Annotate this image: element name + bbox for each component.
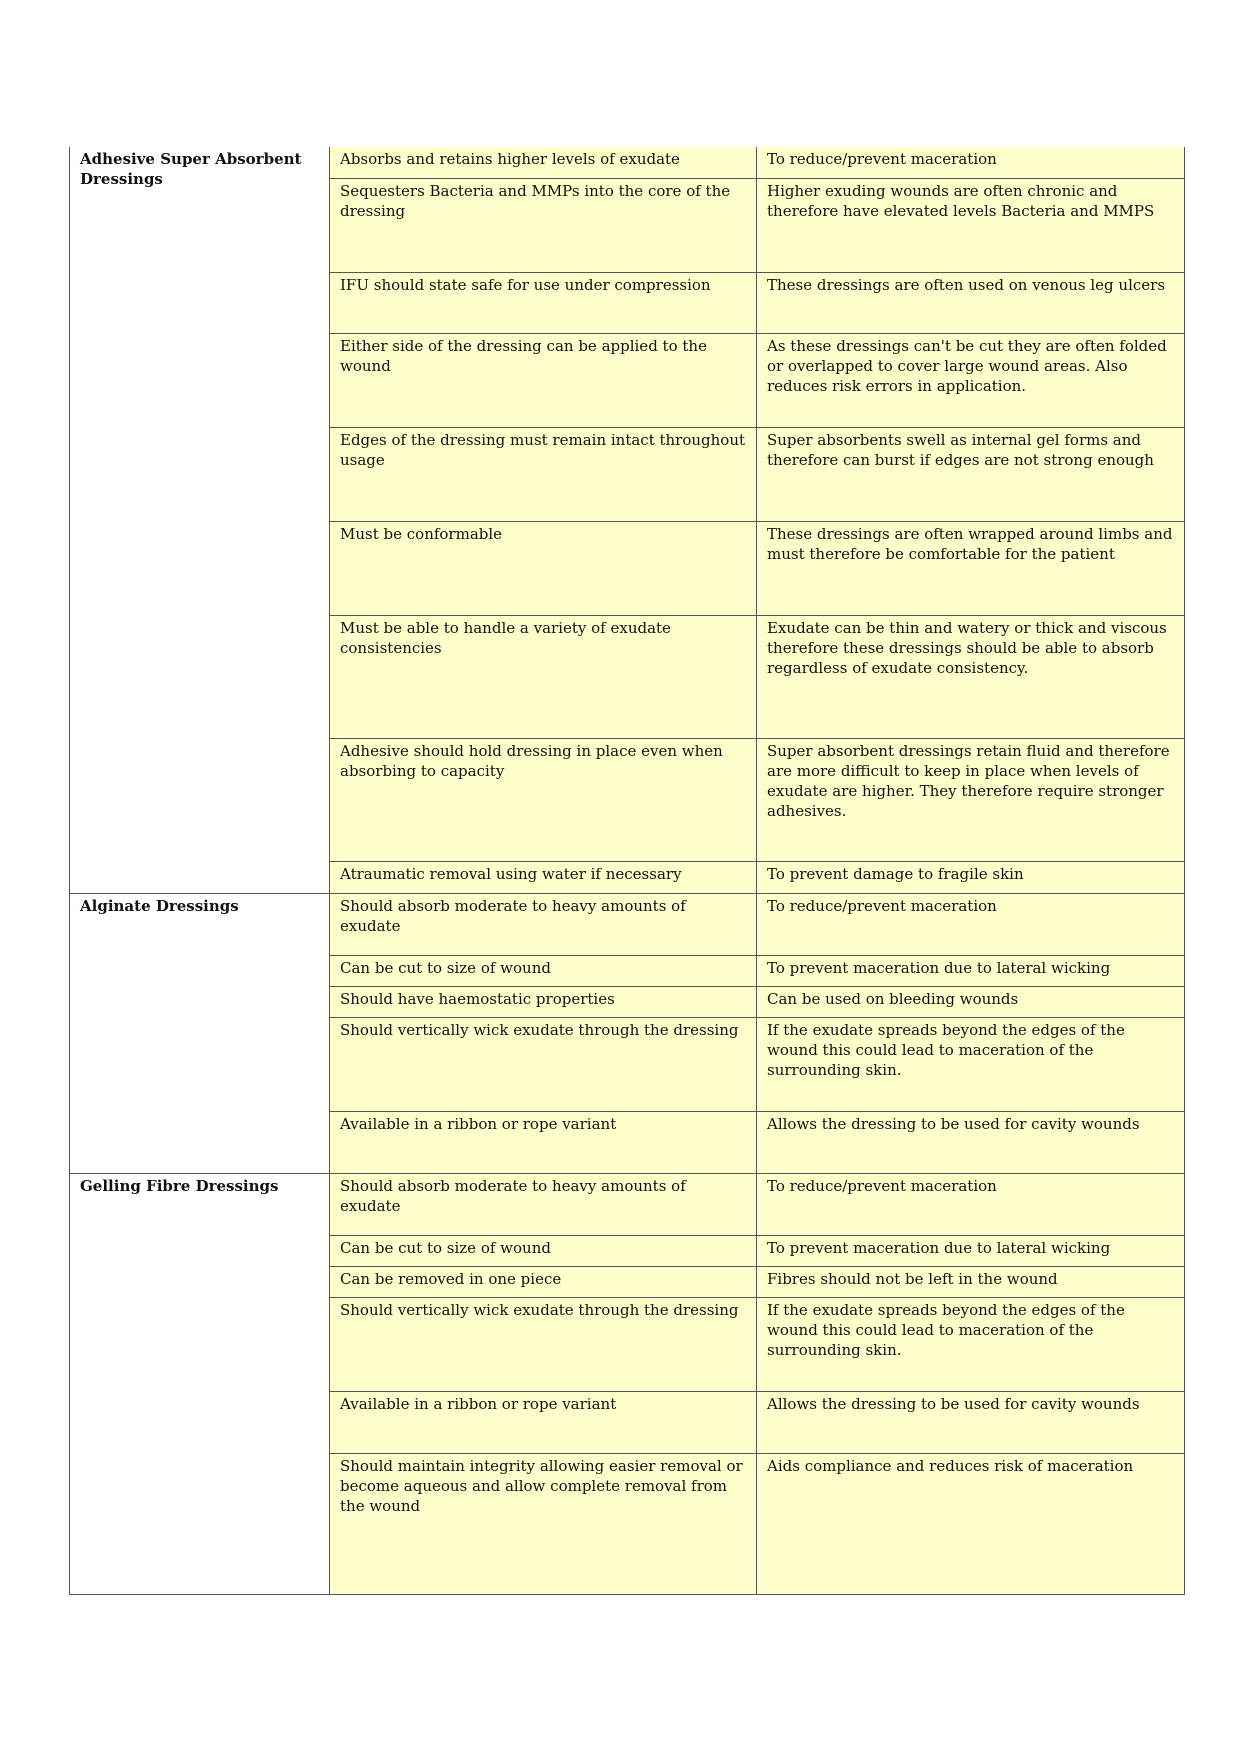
rationale-cell: To prevent maceration due to lateral wicking	[757, 1235, 1185, 1266]
requirement-cell: Absorbs and retains higher levels of exudate	[330, 147, 757, 178]
requirement-cell: Should absorb moderate to heavy amounts of exudate	[330, 893, 757, 955]
rationale-cell: To prevent damage to fragile skin	[757, 861, 1185, 893]
requirement-cell: Edges of the dressing must remain intact throughout usage	[330, 427, 757, 521]
requirement-cell: Must be able to handle a variety of exudate consistencies	[330, 615, 757, 738]
requirement-cell: IFU should state safe for use under compression	[330, 272, 757, 333]
rationale-cell: Super absorbent dressings retain fluid and therefore are more difficult to keep in place when levels of exudate are higher. They therefore require stronger adhesives.	[757, 738, 1185, 861]
rationale-cell: If the exudate spreads beyond the edges of the wound this could lead to maceration of the surrounding skin.	[757, 1017, 1185, 1111]
table-row	[70, 147, 1185, 178]
rationale-cell: Higher exuding wounds are often chronic and therefore have elevated levels Bacteria and MMPS	[757, 178, 1185, 272]
rationale-cell: Aids compliance and reduces risk of maceration	[757, 1453, 1185, 1594]
rationale-cell: Can be used on bleeding wounds	[757, 986, 1185, 1017]
requirement-cell: Should vertically wick exudate through the dressing	[330, 1017, 757, 1111]
rationale-cell: These dressings are often wrapped around limbs and must therefore be comfortable for the patient	[757, 521, 1185, 615]
table-row	[70, 893, 1185, 955]
rationale-cell: Allows the dressing to be used for cavity wounds	[757, 1391, 1185, 1453]
requirement-cell: Can be removed in one piece	[330, 1266, 757, 1297]
rationale-cell: To reduce/prevent maceration	[757, 893, 1185, 955]
dressing-category: Adhesive Super Absorbent Dressings	[70, 147, 330, 893]
rationale-cell: As these dressings can't be cut they are often folded or overlapped to cover large wound areas. Also reduces risk errors in application.	[757, 333, 1185, 427]
rationale-cell: Fibres should not be left in the wound	[757, 1266, 1185, 1297]
rationale-cell: To reduce/prevent maceration	[757, 147, 1185, 178]
table-row	[70, 1173, 1185, 1235]
requirement-cell: Should vertically wick exudate through the dressing	[330, 1297, 757, 1391]
requirement-cell: Can be cut to size of wound	[330, 1235, 757, 1266]
table-body	[70, 147, 1185, 1594]
requirement-cell: Sequesters Bacteria and MMPs into the core of the dressing	[330, 178, 757, 272]
rationale-cell: To reduce/prevent maceration	[757, 1173, 1185, 1235]
rationale-cell: Exudate can be thin and watery or thick and viscous therefore these dressings should be able to absorb regardless of exudate consistency.	[757, 615, 1185, 738]
requirement-cell: Should absorb moderate to heavy amounts of exudate	[330, 1173, 757, 1235]
requirement-cell: Available in a ribbon or rope variant	[330, 1111, 757, 1173]
rationale-cell: If the exudate spreads beyond the edges of the wound this could lead to maceration of the surrounding skin.	[757, 1297, 1185, 1391]
dressing-category: Gelling Fibre Dressings	[70, 1173, 330, 1594]
rationale-cell: These dressings are often used on venous leg ulcers	[757, 272, 1185, 333]
dressing-category: Alginate Dressings	[70, 893, 330, 1173]
requirement-cell: Must be conformable	[330, 521, 757, 615]
dressing-requirements-table	[69, 147, 1185, 1595]
requirement-cell: Can be cut to size of wound	[330, 955, 757, 986]
rationale-cell: To prevent maceration due to lateral wicking	[757, 955, 1185, 986]
rationale-cell: Super absorbents swell as internal gel forms and therefore can burst if edges are not strong enough	[757, 427, 1185, 521]
requirement-cell: Atraumatic removal using water if necessary	[330, 861, 757, 893]
requirement-cell: Adhesive should hold dressing in place even when absorbing to capacity	[330, 738, 757, 861]
rationale-cell: Allows the dressing to be used for cavity wounds	[757, 1111, 1185, 1173]
requirement-cell: Available in a ribbon or rope variant	[330, 1391, 757, 1453]
requirement-cell: Should have haemostatic properties	[330, 986, 757, 1017]
requirement-cell: Should maintain integrity allowing easier removal or become aqueous and allow complete removal from the wound	[330, 1453, 757, 1594]
requirement-cell: Either side of the dressing can be applied to the wound	[330, 333, 757, 427]
